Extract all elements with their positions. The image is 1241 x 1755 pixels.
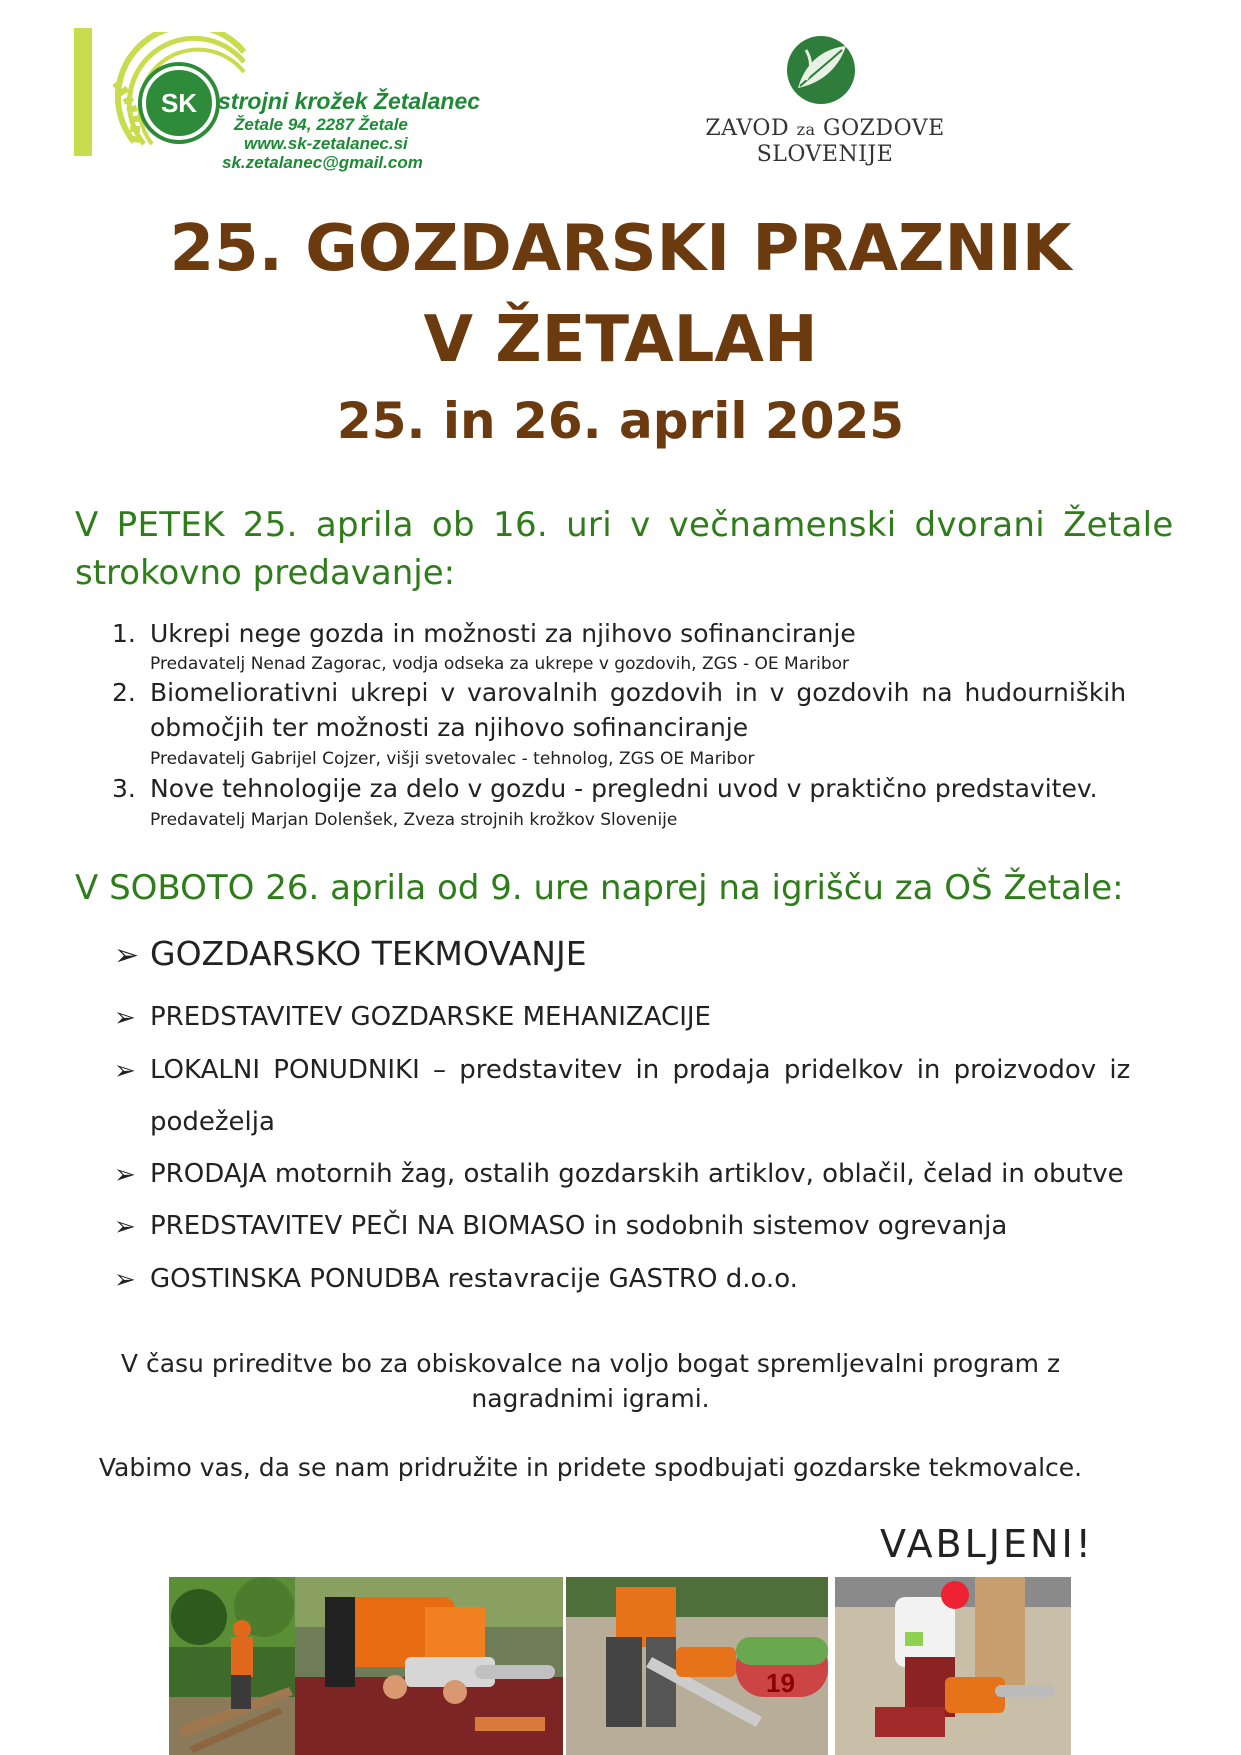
sk-logo-bar (74, 28, 92, 156)
lecture-1-presenter: Predavatelj Nenad Zagorac, vodja odseka za ukrepe v gozdovih, ZGS - OE Maribor (150, 654, 850, 674)
saturday-item-3-cont: podeželja (150, 1107, 275, 1137)
lecture-1-title: Ukrepi nege gozda in možnosti za njihovo sofinanciranje (150, 619, 856, 648)
closing-line2: nagradnimi igrami. (471, 1384, 710, 1413)
saturday-item-6: GOSTINSKA PONUDBA restavracije GASTRO d.o.o. (150, 1264, 798, 1294)
lecture-2-title-line1: Biomeliorativni ukrepi v varovalnih gozdovih in v gozdovih na hudourniških (150, 678, 1127, 707)
zgs-leaf-icon (776, 30, 866, 110)
sk-badge: SK (142, 66, 216, 140)
zgs-logo (690, 30, 960, 175)
arrow-bullet-icon: ➢ (114, 1056, 136, 1086)
lecture-2-title-line2: območjih ter možnosti za njihovo sofinanciranje (150, 713, 749, 742)
arrow-bullet-icon: ➢ (114, 1265, 136, 1295)
sk-name: strojni krožek Žetalanec (218, 88, 481, 114)
saturday-item-5: PREDSTAVITEV PEČI NA BIOMASO in sodobnih sistemov ogrevanja (150, 1211, 1008, 1241)
vabljeni-text: VABLJENI! (880, 1522, 1094, 1566)
svg-text:19: 19 (766, 1668, 795, 1698)
arrow-bullet-icon: ➢ (114, 938, 140, 973)
photo-forest-worker (169, 1577, 295, 1755)
sk-email: sk.zetalanec@gmail.com (222, 153, 423, 172)
saturday-item-4: PRODAJA motornih žag, ostalih gozdarskih artiklov, oblačil, čelad in obutve (150, 1159, 1124, 1189)
sk-logo (74, 28, 514, 178)
arrow-bullet-icon: ➢ (114, 1003, 136, 1033)
photo-log-cutting (566, 1577, 828, 1755)
zgs-name-line1: ZAVOD za GOZDOVE (705, 116, 945, 141)
lecture-3-number: 3. (112, 774, 136, 803)
photo-chainsaw-assembly (295, 1577, 563, 1755)
friday-heading-line2: strokovno predavanje: (75, 553, 456, 593)
lecture-3-title: Nove tehnologije za delo v gozdu - pregledni uvod v praktično predstavitev. (150, 774, 1098, 803)
closing-line1: V času prireditve bo za obiskovalce na voljo bogat spremljevalni program z (120, 1349, 1061, 1378)
saturday-heading: V SOBOTO 26. aprila od 9. ure naprej na igrišču za OŠ Žetale: (75, 868, 1124, 908)
arrow-bullet-icon: ➢ (114, 1212, 136, 1242)
lecture-2-number: 2. (112, 678, 136, 707)
closing-invite: Vabimo vas, da se nam pridružite in pridete spodbujati gozdarske tekmovalce. (98, 1453, 1083, 1482)
photo-kneeling-competitor (835, 1577, 1071, 1755)
friday-heading-line1: V PETEK 25. aprila ob 16. uri v večnamenski dvorani Žetale (75, 505, 1174, 545)
title-line1: 25. GOZDARSKI PRAZNIK (169, 212, 1072, 286)
saturday-item-3: LOKALNI PONUDNIKI – predstavitev in prodaja pridelkov in proizvodov iz (150, 1055, 1131, 1085)
title-line2: V ŽETALAH (423, 303, 818, 377)
saturday-item-2: PREDSTAVITEV GOZDARSKE MEHANIZACIJE (150, 1002, 711, 1032)
sk-address: Žetale 94, 2287 Žetale (234, 115, 408, 134)
sk-website: www.sk-zetalanec.si (244, 134, 408, 153)
arrow-bullet-icon: ➢ (114, 1160, 136, 1190)
zgs-name-line2: SLOVENIJE (756, 142, 894, 167)
lecture-3-presenter: Predavatelj Marjan Dolenšek, Zveza strojnih krožkov Slovenije (150, 810, 678, 830)
title-date: 25. in 26. april 2025 (336, 392, 905, 450)
lecture-1-number: 1. (112, 619, 136, 648)
saturday-item-1: GOZDARSKO TEKMOVANJE (150, 934, 587, 973)
lecture-2-presenter: Predavatelj Gabrijel Cojzer, višji svetovalec - tehnolog, ZGS OE Maribor (150, 749, 755, 769)
